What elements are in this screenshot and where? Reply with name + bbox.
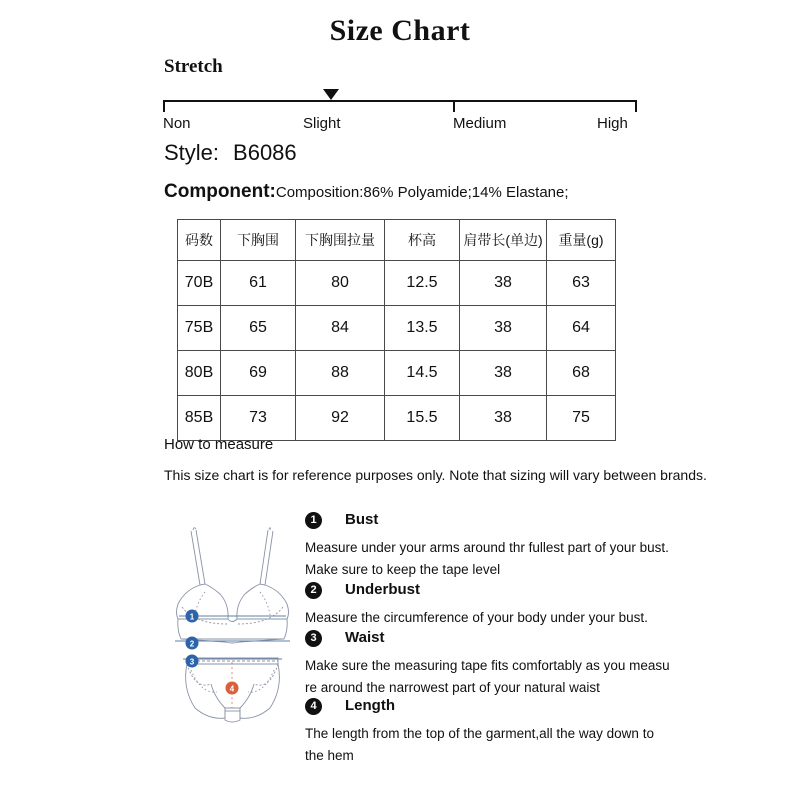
table-cell: 69 [221,351,296,396]
garment-illustration [165,512,300,727]
table-cell: 65 [221,306,296,351]
table-header-cell: 重量(g) [547,220,616,261]
instruction-header [305,630,650,652]
illustration-marker-2 [186,637,199,650]
number-badge-icon: 2 [305,582,322,599]
illustration-marker-1 [186,610,199,623]
table-cell: 88 [296,351,385,396]
number-badge-icon: 1 [305,512,322,529]
table-row [178,306,616,351]
stretch-level-slight: Slight [303,115,341,132]
instruction-header [305,582,650,604]
table-cell: 63 [547,261,616,306]
svg-text:3: 3 [189,657,195,667]
number-badge-icon: 4 [305,698,322,715]
table-cell: 92 [296,396,385,441]
instruction-line: the hem [305,748,354,763]
table-cell: 14.5 [385,351,460,396]
table-cell: 73 [221,396,296,441]
table-cell: 80 [296,261,385,306]
instruction-line: Make sure the measuring tape fits comfortably as you measu [305,658,670,673]
instruction-header [305,512,650,534]
style-value: B6086 [233,140,297,165]
table-cell: 38 [460,396,547,441]
instruction-name: Bust [345,511,379,528]
table-cell: 75 [547,396,616,441]
instruction-body [305,655,670,699]
page-title: Size Chart [329,14,471,47]
svg-text:1: 1 [189,612,195,622]
instruction-name: Underbust [345,581,420,598]
instruction-item-waist [305,629,670,699]
table-cell: 38 [460,306,547,351]
instruction-body [305,607,650,629]
instruction-item-length [305,697,654,767]
table-cell: 38 [460,351,547,396]
svg-text:4: 4 [229,684,235,694]
instruction-line: re around the narrowest part of your natural waist [305,680,600,695]
table-cell: 84 [296,306,385,351]
table-cell: 38 [460,261,547,306]
table-header-cell: 下胸围拉量 [296,220,385,261]
table-row [178,261,616,306]
table-header-cell: 下胸围 [221,220,296,261]
table-header-cell: 码数 [178,220,221,261]
size-table [177,219,616,441]
instruction-line: Make sure to keep the tape level [305,562,501,577]
stretch-tick-non [163,100,165,112]
table-cell: 15.5 [385,396,460,441]
component-label: Component: [164,181,276,202]
stretch-level-medium: Medium [453,115,507,132]
table-cell: 70B [178,261,221,306]
illustration-marker-4 [226,682,239,695]
instruction-item-bust [305,511,669,581]
instruction-name: Waist [345,629,385,646]
svg-text:2: 2 [189,639,195,649]
illustration-marker-3 [186,655,199,668]
instruction-line: Measure the circumference of your body under your bust. [305,610,648,625]
table-row [178,351,616,396]
how-to-measure-heading: How to measure [164,436,274,453]
stretch-tick-high [635,100,637,112]
number-badge-icon: 3 [305,630,322,647]
table-row [178,396,616,441]
table-cell: 80B [178,351,221,396]
component-value: Composition:86% Polyamide;14% Elastane; [275,184,569,201]
table-cell: 75B [178,306,221,351]
table-header-cell: 肩带长(单边) [460,220,547,261]
instruction-body [305,723,654,767]
instruction-item-underbust [305,582,650,629]
table-cell: 68 [547,351,616,396]
stretch-section-label: Stretch [164,56,223,77]
stretch-level-non: Non [163,115,191,132]
instruction-body [305,537,669,581]
table-cell: 12.5 [385,261,460,306]
table-cell: 61 [221,261,296,306]
garment-illustration-svg [165,512,300,727]
table-cell: 13.5 [385,306,460,351]
instruction-name: Length [345,697,395,714]
stretch-tick-medium [453,100,455,112]
table-header-row [178,220,616,261]
instruction-line: Measure under your arms around thr fullest part of your bust. [305,540,669,555]
style-row [164,140,297,166]
table-header-cell: 杯高 [385,220,460,261]
how-to-measure-note: This size chart is for reference purposes only. Note that sizing will vary between brands. [164,467,707,483]
table-cell: 85B [178,396,221,441]
stretch-scale-line [163,100,637,102]
instruction-line: The length from the top of the garment,all the way down to [305,726,654,741]
component-row [164,181,569,203]
stretch-level-high: High [597,115,628,132]
down-triangle-marker-icon [323,89,339,100]
stretch-scale [163,88,637,130]
instruction-header [305,698,650,720]
bra-illustration [177,528,289,643]
table-cell: 64 [547,306,616,351]
style-label: Style: [164,140,220,165]
